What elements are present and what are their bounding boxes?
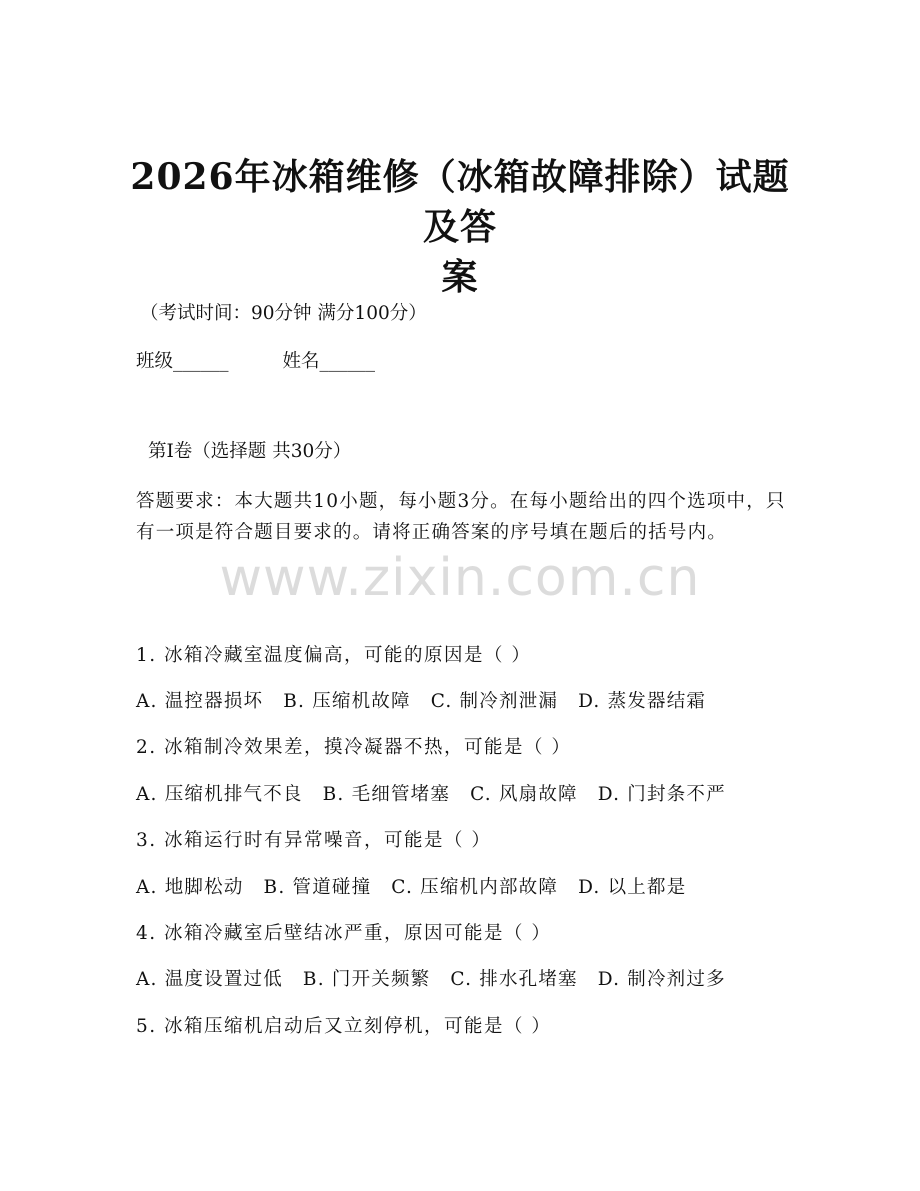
answer-requirements: 答题要求：本大题共10小题，每小题3分。在每小题给出的四个选项中，只有一项是符合题目要求的。请将正确答案的序号填在题后的括号内。 [136,491,786,543]
option-c: C. 制冷剂泄漏 [430,691,559,712]
question-2: 2. 冰箱制冷效果差，摸冷凝器不热，可能是（ ） [136,737,572,758]
question-3: 3. 冰箱运行时有异常噪音，可能是（ ） [136,830,492,851]
exam-info: （考试时间：90分钟 满分100分） [140,303,427,324]
question-2-options [136,783,726,807]
question-1-options [136,690,706,714]
option-a: A. 温控器损坏 [136,691,264,712]
option-d: D. 门封条不严 [597,784,726,805]
option-a: A. 温度设置过低 [136,969,283,990]
title-line-2: 案 [441,256,479,298]
option-c: C. 风扇故障 [470,784,578,805]
option-d: D. 以上都是 [578,877,687,898]
option-a: A. 压缩机排气不良 [136,784,303,805]
question-4-options [136,968,726,992]
question-5: 5. 冰箱压缩机启动后又立刻停机，可能是（ ） [136,1016,552,1037]
option-b: B. 毛细管堵塞 [322,784,451,805]
section-title: 第Ⅰ卷（选择题 共30分） [148,441,352,462]
class-field-label: 班级______ [136,351,229,372]
option-d: D. 蒸发器结霜 [578,691,707,712]
option-d: D. 制冷剂过多 [597,969,726,990]
question-3-options [136,876,686,900]
name-field-label: 姓名______ [282,351,376,372]
option-b: B. 门开关频繁 [302,969,431,990]
option-c: C. 压缩机内部故障 [391,877,559,898]
watermark: www.zixin.com.cn [219,548,701,608]
question-1: 1. 冰箱冷藏室温度偏高，可能的原因是（ ） [136,645,532,666]
question-4: 4. 冰箱冷藏室后壁结冰严重，原因可能是（ ） [136,923,552,944]
student-info-row [136,350,375,374]
document-title [120,152,800,302]
option-b: B. 管道碰撞 [263,877,372,898]
option-b: B. 压缩机故障 [283,691,411,712]
option-a: A. 地脚松动 [136,877,244,898]
title-line-1: 2026年冰箱维修（冰箱故障排除）试题及答 [130,156,790,248]
option-c: C. 排水孔堵塞 [450,969,578,990]
